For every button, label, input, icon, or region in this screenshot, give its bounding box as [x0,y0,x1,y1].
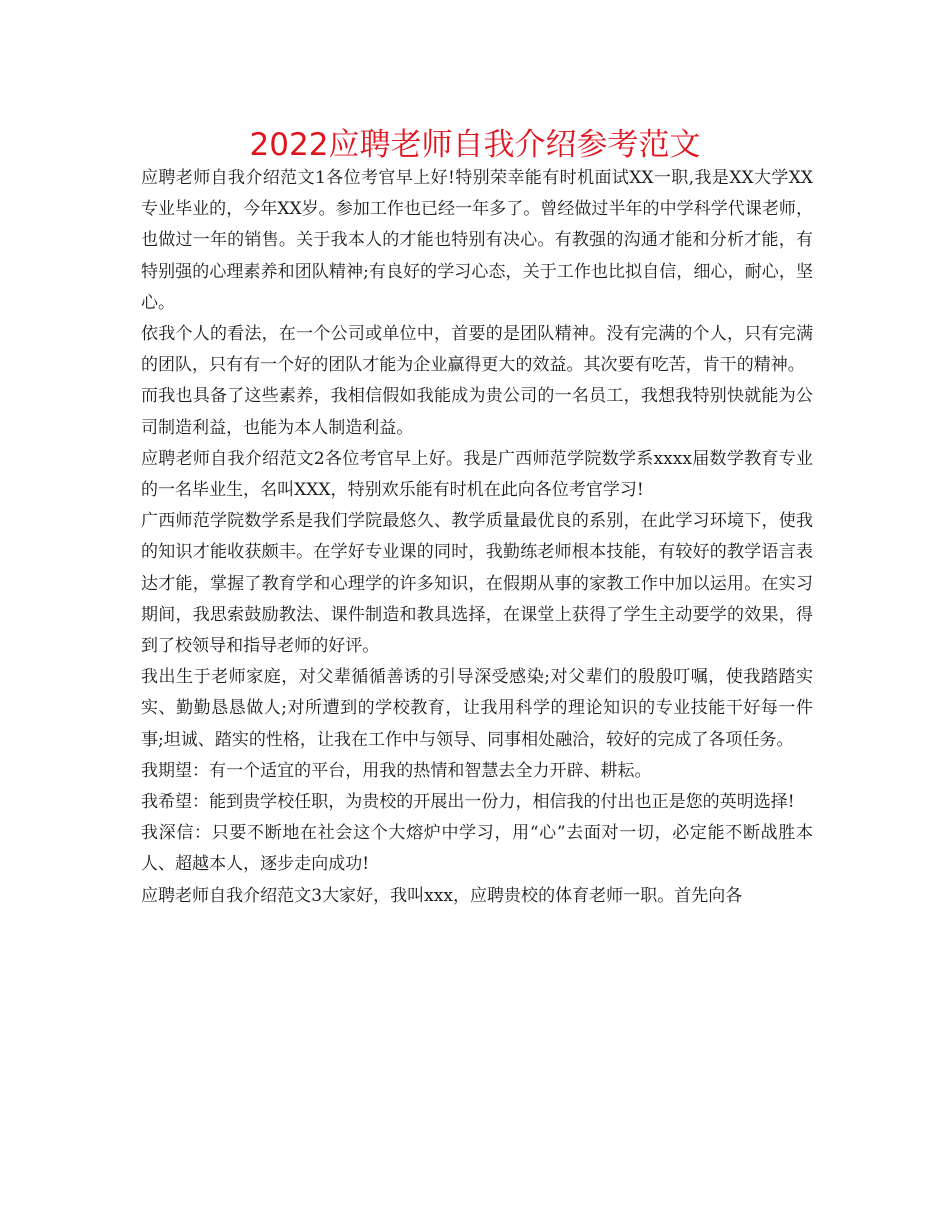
document-title: 2022应聘老师自我介绍参考范文 [249,127,701,163]
paragraph-6: 我出生于老师家庭，对父辈循循善诱的引导深受感染;对父辈们的殷殷叮嘱，使我踏踏实实、勤勤恳恳做人;对所遭到的学校教育，让我用科学的理论知识的专业技能干好每一件事;坦诚、踏实的性格，让我在工作中与领导、同事相处融洽，较好的完成了各项任务。 [141,667,813,750]
paragraph-4: 应聘老师自我介绍范文2各位考官早上好。我是广西师范学院数学系xxxx届数学教育专业的一名毕业生，名叫XXX，特别欢乐能有时机在此向各位考官学习! [141,448,813,501]
document-body [141,163,813,912]
paragraph-8: 我希望：能到贵学校任职，为贵校的开展出一份力，相信我的付出也正是您的英明选择! [141,792,795,813]
paragraph-7: 我期望：有一个适宜的平台，用我的热情和智慧去全力开辟、耕耘。 [141,760,652,781]
paragraph-2: 依我个人的看法，在一个公司或单位中，首要的是团队精神。没有完满的个人，只有完满的团队，只有有一个好的团队才能为企业赢得更大的效益。其次要有吃苦，肯干的精神。 [141,324,813,376]
paragraph-3: 而我也具备了这些素养，我相信假如我能成为贵公司的一名员工，我想我特别快就能为公司制造利益，也能为本人制造利益。 [141,386,813,438]
paragraph-1: 应聘老师自我介绍范文1各位考官早上好!特别荣幸能有时机面试XX一职,我是XX大学XX专业毕业的，今年XX岁。参加工作也已经一年多了。曾经做过半年的中学科学代课老师，也做过一年的销售。关于我本人的才能也特别有决心。有教强的沟通才能和分析才能，有特别强的心理素养和团队精神;有良好的学习心态，关于工作也比拟自信，细心，耐心，坚心。 [141,168,813,313]
paragraph-5: 广西师范学院数学系是我们学院最悠久、教学质量最优良的系别，在此学习环境下，使我的知识才能收获颇丰。在学好专业课的同时，我勤练老师根本技能，有较好的教学语言表达才能，掌握了教育学和心理学的许多知识，在假期从事的家教工作中加以运用。在实习期间，我思索鼓励教法、课件制造和教具选择，在课堂上获得了学生主动要学的效果，得到了校领导和指导老师的好评。 [141,511,813,657]
paragraph-9: 我深信：只要不断地在社会这个大熔炉中学习，用“心”去面对一切，必定能不断战胜本人、超越本人，逐步走向成功! [141,823,813,875]
paragraph-10: 应聘老师自我介绍范文3大家好，我叫xxx，应聘贵校的体育老师一职。首先向各 [141,885,743,906]
